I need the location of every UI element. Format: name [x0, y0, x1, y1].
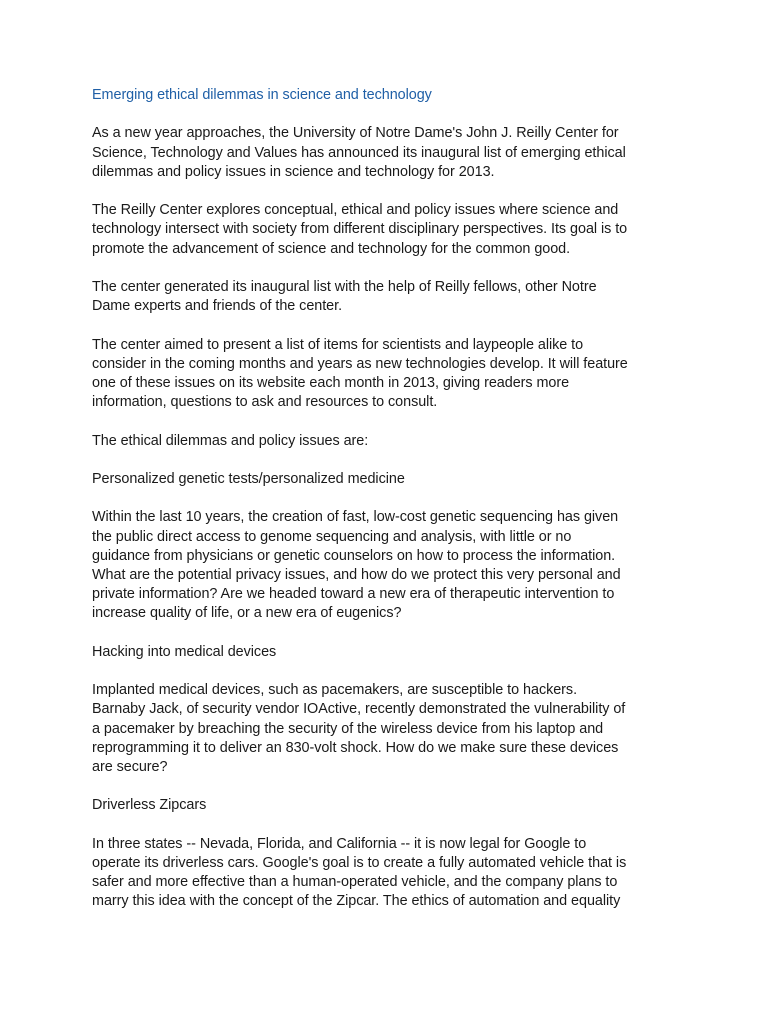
text-line: The center generated its inaugural list with the help of Reilly fellows, other Notre — [92, 278, 597, 295]
text-line: The ethical dilemmas and policy issues are: — [92, 432, 369, 449]
section-heading — [92, 470, 692, 489]
text-line: safer and more effective than a human-operated vehicle, and the company plans to — [92, 874, 618, 891]
text-line: marry this idea with the concept of the Zipcar. The ethics of automation and equality — [92, 893, 621, 910]
text-line: are secure? — [92, 758, 168, 775]
text-line: private information? Are we headed toward a new era of therapeutic intervention to — [92, 586, 615, 603]
text-line: a pacemaker by breaching the security of the wireless device from his laptop and — [92, 720, 604, 737]
paragraph — [92, 124, 692, 182]
document-page — [92, 86, 692, 931]
text-line: one of these issues on its website each month in 2013, giving readers more — [92, 374, 570, 391]
text-line: technology intersect with society from different disciplinary perspectives. Its goal is to — [92, 221, 628, 238]
text-line: Driverless Zipcars — [92, 797, 207, 814]
text-line: operate its driverless cars. Google's goal is to create a fully automated vehicle that is — [92, 854, 627, 871]
text-line: reprogramming it to deliver an 830-volt shock. How do we make sure these devices — [92, 739, 619, 756]
paragraph — [92, 508, 692, 623]
text-line: The center aimed to present a list of items for scientists and laypeople alike to — [92, 336, 584, 353]
paragraph — [92, 432, 692, 451]
text-line: The Reilly Center explores conceptual, ethical and policy issues where science and — [92, 202, 619, 219]
text-line: Hacking into medical devices — [92, 643, 277, 660]
text-line: increase quality of life, or a new era of eugenics? — [92, 605, 402, 622]
text-line: Dame experts and friends of the center. — [92, 298, 343, 315]
text-line: consider in the coming months and years as new technologies develop. It will feature — [92, 355, 628, 372]
text-line: guidance from physicians or genetic counselors on how to process the information. — [92, 547, 616, 564]
text-line: Implanted medical devices, such as pacemakers, are susceptible to hackers. — [92, 682, 578, 699]
text-line: information, questions to ask and resources to consult. — [92, 394, 438, 411]
section-heading — [92, 643, 692, 662]
text-line: dilemmas and policy issues in science and technology for 2013. — [92, 163, 495, 180]
paragraph — [92, 681, 692, 777]
document-body — [92, 124, 692, 911]
paragraph — [92, 835, 692, 912]
text-line: What are the potential privacy issues, and how do we protect this very personal and — [92, 566, 621, 583]
text-line: Within the last 10 years, the creation of fast, low-cost genetic sequencing has given — [92, 509, 619, 526]
text-line: Personalized genetic tests/personalized medicine — [92, 470, 405, 487]
section-heading — [92, 796, 692, 815]
text-line: Science, Technology and Values has announced its inaugural list of emerging ethical — [92, 144, 626, 161]
document-title: Emerging ethical dilemmas in science and technology — [92, 87, 432, 103]
text-line: Barnaby Jack, of security vendor IOActive, recently demonstrated the vulnerability of — [92, 701, 626, 718]
text-line: promote the advancement of science and technology for the common good. — [92, 240, 571, 257]
paragraph — [92, 201, 692, 259]
paragraph — [92, 336, 692, 413]
text-line: In three states -- Nevada, Florida, and California -- it is now legal for Google to — [92, 835, 587, 852]
text-line: the public direct access to genome sequencing and analysis, with little or no — [92, 528, 572, 545]
text-line: As a new year approaches, the University of Notre Dame's John J. Reilly Center for — [92, 125, 619, 142]
paragraph — [92, 278, 692, 316]
